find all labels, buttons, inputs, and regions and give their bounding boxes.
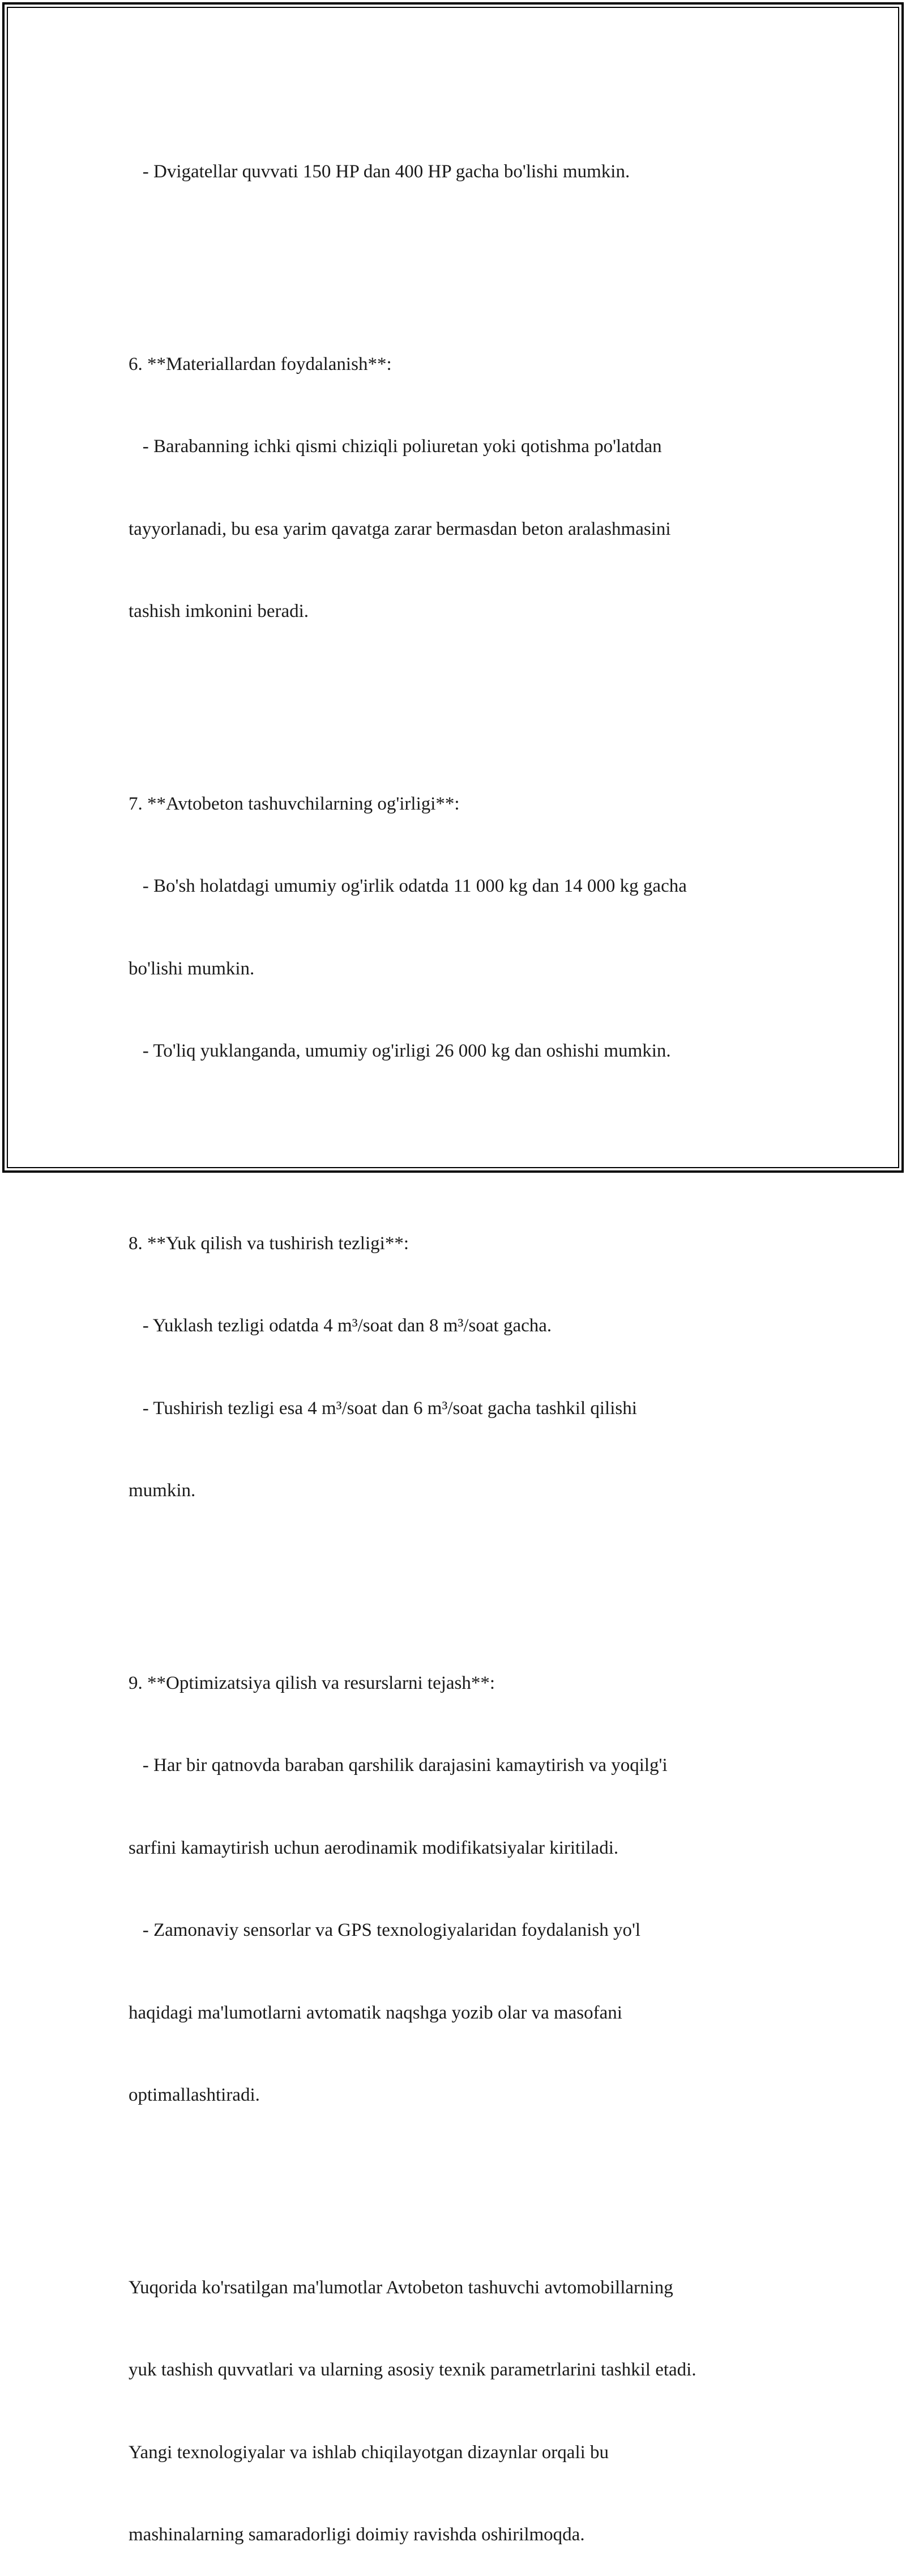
section9-heading: 9. **Optimizatsiya qilish va resurslarni tejash**:: [129, 1672, 495, 1693]
section9-bullet1-line1: - Har bir qatnovda baraban qarshilik darajasini kamaytirish va yoqilg'i: [129, 1755, 668, 1775]
conclusion-line4: mashinalarning samaradorligi doimiy ravishda oshirilmoqda.: [129, 2524, 585, 2545]
paragraph-gap: [129, 680, 785, 708]
document-body: [129, 103, 785, 2576]
section7-bullet1-line2: bo'lishi mumkin.: [129, 958, 255, 979]
section9-bullet2-line1: - Zamonaviy sensorlar va GPS texnologiyalaridan foydalanish yo'l: [129, 1920, 641, 1940]
conclusion-line3: Yangi texnologiyalar va ishlab chiqilayotgan dizaynlar orqali bu: [129, 2442, 609, 2463]
section8-bullet2-line1: - Tushirish tezligi esa 4 m³/soat dan 6 m³/soat gacha tashkil qilishi: [129, 1398, 637, 1419]
section9-bullet2-line3: optimallashtiradi.: [129, 2085, 260, 2105]
paragraph-gap: [129, 241, 785, 269]
section7-heading: 7. **Avtobeton tashuvchilarning og'irligi**:: [129, 793, 460, 814]
section9-bullet1-line2: sarfini kamaytirish uchun aerodinamik modifikatsiyalar kiritiladi.: [129, 1837, 619, 1858]
section6-bullet1-line2: tayyorlanadi, bu esa yarim qavatga zarar bermasdan beton aralashmasini: [129, 518, 671, 539]
section7-bullet1-line1: - Bo'sh holatdagi umumiy og'irlik odatda 11 000 kg dan 14 000 kg gacha: [129, 876, 687, 896]
paragraph-gap: [129, 2164, 785, 2192]
section7-bullet2: - To'liq yuklanganda, umumiy og'irligi 26 000 kg dan oshishi mumkin.: [129, 1041, 671, 1061]
conclusion-line1: Yuqorida ko'rsatilgan ma'lumotlar Avtobeton tashuvchi avtomobillarning: [129, 2277, 673, 2298]
section6-bullet1-line3: tashish imkonini beradi.: [129, 601, 309, 621]
section6-bullet1-line1: - Barabanning ichki qismi chiziqli poliuretan yoki qotishma po'latdan: [129, 436, 662, 457]
paragraph-gap: [129, 1120, 785, 1148]
section6-heading: 6. **Materiallardan foydalanish**:: [129, 354, 392, 374]
section5-bullet-engine-power: - Dvigatellar quvvati 150 HP dan 400 HP gacha bo'lishi mumkin.: [129, 161, 630, 182]
paragraph-gap: [129, 1560, 785, 1587]
section8-bullet1: - Yuklash tezligi odatda 4 m³/soat dan 8 m³/soat gacha.: [129, 1315, 552, 1336]
conclusion-line2: yuk tashish quvvatlari va ularning asosiy texnik parametrlarini tashkil etadi.: [129, 2360, 696, 2380]
section8-heading: 8. **Yuk qilish va tushirish tezligi**:: [129, 1233, 409, 1254]
section9-bullet2-line2: haqidagi ma'lumotlarni avtomatik naqshga yozib olar va masofani: [129, 2002, 622, 2023]
section8-bullet2-line2: mumkin.: [129, 1480, 196, 1501]
